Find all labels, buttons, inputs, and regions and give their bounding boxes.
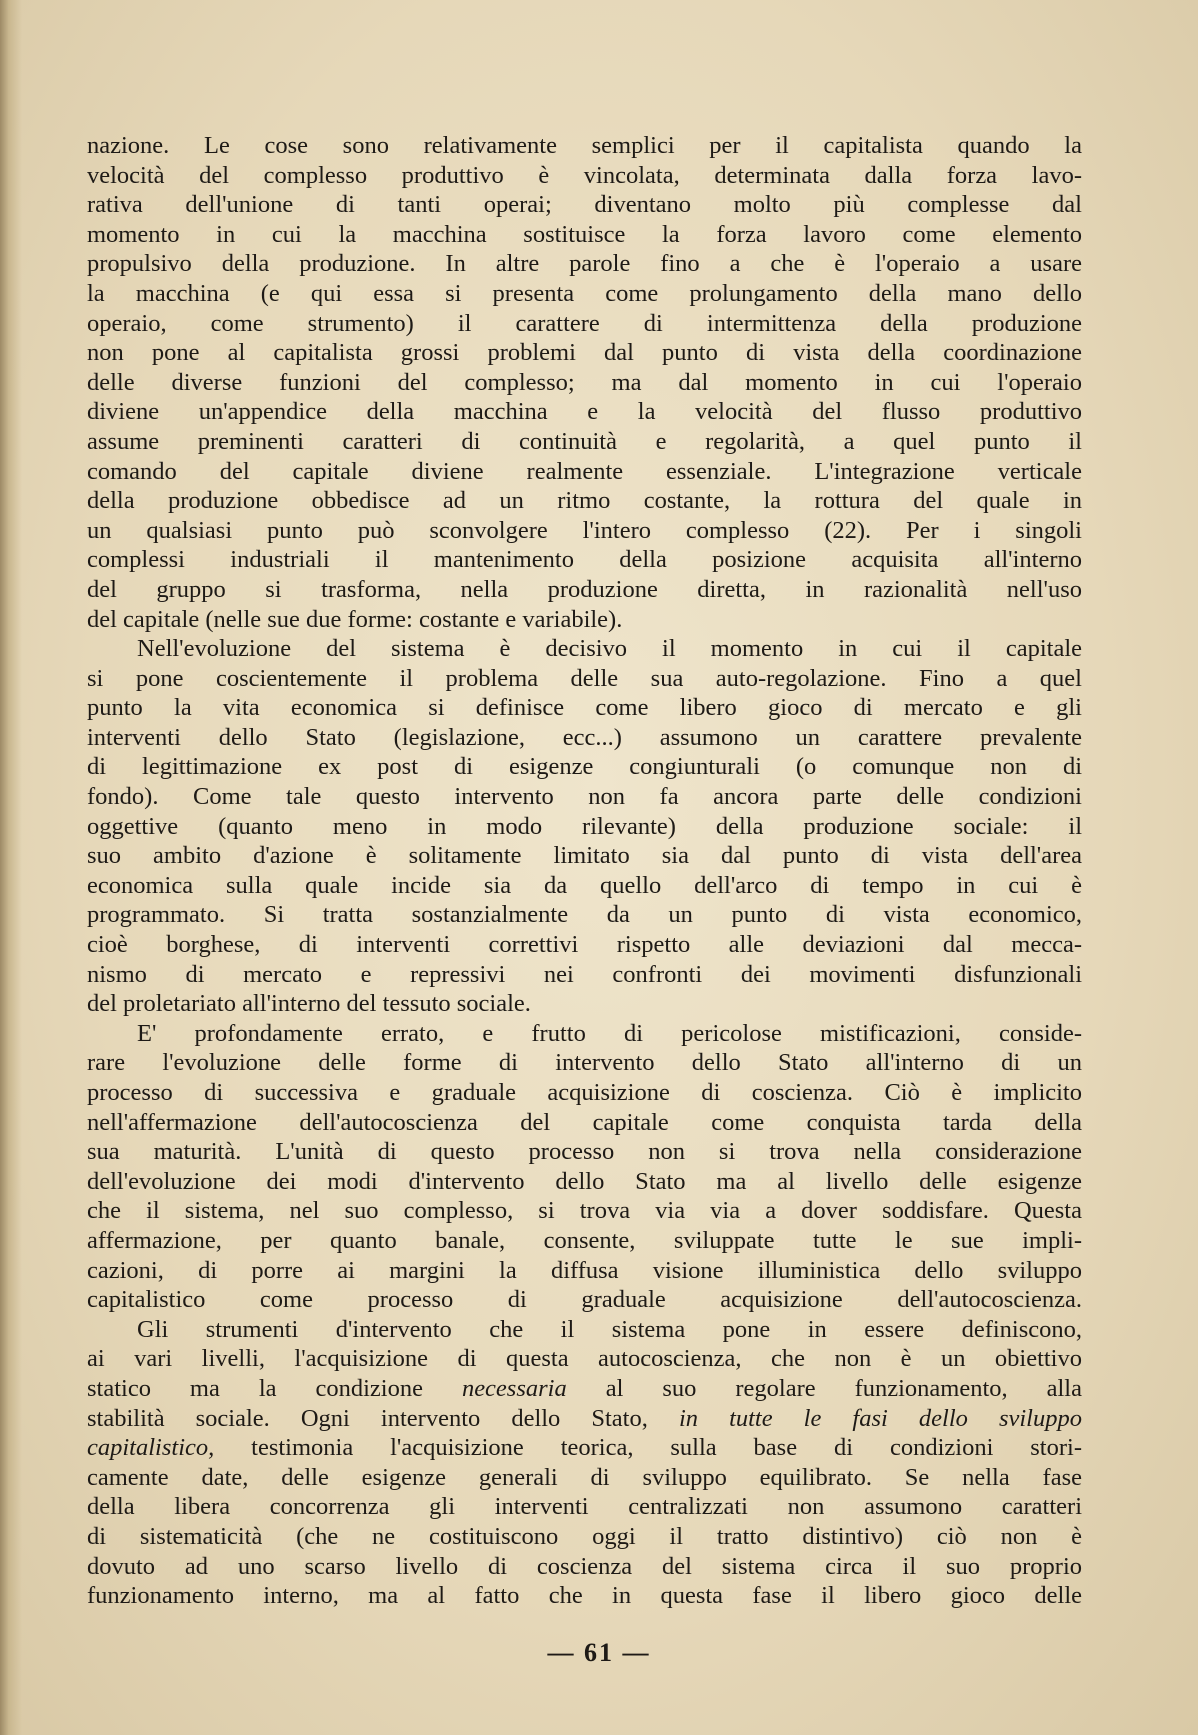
body-text (87, 131, 1082, 1611)
text-line: sua maturità. L'unità di questo processo non si trova nella considerazione (87, 1138, 1082, 1166)
text-line: assume preminenti caratteri di continuità e regolarità, a quel punto il (87, 427, 1082, 455)
text-line: velocità del complesso produttivo è vincolata, determinata dalla forza lavo- (87, 161, 1082, 189)
text-line: complessi industriali il mantenimento della posizione acquisita all'interno (87, 546, 1082, 574)
text-line: di legittimazione ex post di esigenze congiunturali (o comunque non di (87, 753, 1082, 781)
text-line: del proletariato all'interno del tessuto sociale. (87, 990, 531, 1018)
text-line: capitalistico come processo di graduale acquisizione dell'autocoscienza. (87, 1286, 1082, 1314)
text-line: processo di successiva e graduale acquisizione di coscienza. Ciò è implicito (87, 1079, 1082, 1106)
text-line: cazioni, di porre ai margini la diffusa visione illuministica dello sviluppo (87, 1256, 1082, 1284)
text-line: oggettive (quanto meno in modo rilevante) della produzione sociale: il (87, 812, 1082, 840)
text-line: del capitale (nelle sue due forme: costante e variabile). (87, 605, 623, 633)
text-line: interventi dello Stato (legislazione, ecc...) assumono un carattere prevalente (87, 723, 1082, 751)
text-line: delle diverse funzioni del complesso; ma dal momento in cui l'operaio (87, 368, 1082, 396)
text-line: nazione. Le cose sono relativamente semplici per il capitalista quando la (87, 132, 1082, 159)
text-line: propulsivo della produzione. In altre parole fino a che è l'operaio a usare (87, 250, 1082, 278)
text-line: che il sistema, nel suo complesso, si trova via via a dover soddisfare. Questa (87, 1197, 1082, 1225)
text-line: un qualsiasi punto può sconvolgere l'intero complesso (22). Per i singoli (87, 516, 1082, 544)
text-line: Gli strumenti d'intervento che il sistema pone in essere definiscono, (137, 1315, 1082, 1343)
text-line: la macchina (e qui essa si presenta come prolungamento della mano dello (87, 279, 1082, 307)
page-number: — 61 — (547, 1638, 651, 1667)
text-line: stabilità sociale. Ogni intervento dello Stato, in tutte le fasi dello sviluppo (87, 1404, 1082, 1432)
text-line: suo ambito d'azione è solitamente limitato sia dal punto di vista dell'area (87, 842, 1082, 870)
text-line: punto la vita economica si definisce come libero gioco di mercato e gli (87, 694, 1082, 722)
text-line: di sistematicità (che ne costituiscono oggi il tratto distintivo) ciò non è (87, 1522, 1082, 1550)
text-line: non pone al capitalista grossi problemi dal punto di vista della coordinazione (87, 339, 1082, 367)
text-line: ai vari livelli, l'acquisizione di questa autocoscienza, che non è un obiettivo (87, 1345, 1082, 1373)
text-line: capitalistico, testimonia l'acquisizione teorica, sulla base di condizioni stori- (87, 1434, 1082, 1462)
text-line: si pone coscientemente il problema delle sua auto-regolazione. Fino a quel (87, 664, 1082, 692)
text-line: E' profondamente errato, e frutto di pericolose mistificazioni, conside- (137, 1019, 1082, 1047)
text-line: dovuto ad uno scarso livello di coscienza del sistema circa il suo proprio (87, 1552, 1082, 1580)
text-line: funzionamento interno, ma al fatto che in questa fase il libero gioco delle (87, 1582, 1082, 1610)
text-line: programmato. Si tratta sostanzialmente da un punto di vista economico, (87, 901, 1082, 929)
text-line: del gruppo si trasforma, nella produzione diretta, in razionalità nell'uso (87, 575, 1082, 603)
text-line: Nell'evoluzione del sistema è decisivo il momento in cui il capitale (137, 635, 1082, 663)
text-line: statico ma la condizione necessaria al suo regolare funzionamento, alla (87, 1374, 1082, 1402)
text-line: dell'evoluzione dei modi d'intervento dello Stato ma al livello delle esigenze (87, 1167, 1082, 1195)
text-line: rare l'evoluzione delle forme di intervento dello Stato all'interno di un (87, 1049, 1082, 1077)
text-line: nismo di mercato e repressivi nei confronti dei movimenti disfunzionali (87, 960, 1082, 988)
text-line: della produzione obbedisce ad un ritmo costante, la rottura del quale in (87, 487, 1082, 515)
text-line: cioè borghese, di interventi correttivi rispetto alle deviazioni dal mecca- (87, 931, 1082, 959)
text-line: fondo). Come tale questo intervento non fa ancora parte delle condizioni (87, 783, 1082, 811)
text-line: diviene un'appendice della macchina e la velocità del flusso produttivo (87, 398, 1082, 426)
text-line: comando del capitale diviene realmente essenziale. L'integrazione verticale (87, 457, 1082, 485)
text-line: rativa dell'unione di tanti operai; diventano molto più complesse dal (87, 191, 1082, 219)
text-line: camente date, delle esigenze generali di sviluppo equilibrato. Se nella fase (87, 1463, 1082, 1491)
text-line: della libera concorrenza gli interventi centralizzati non assumono caratteri (87, 1493, 1082, 1521)
text-line: nell'affermazione dell'autocoscienza del capitale come conquista tarda della (87, 1108, 1082, 1136)
text-line: momento in cui la macchina sostituisce la forza lavoro come elemento (87, 220, 1082, 248)
page-edge-shadow (0, 0, 22, 1735)
text-line: operaio, come strumento) il carattere di intermittenza della produzione (87, 309, 1082, 337)
text-line: economica sulla quale incide sia da quello dell'arco di tempo in cui è (87, 871, 1082, 899)
text-line: affermazione, per quanto banale, consente, sviluppate tutte le sue impli- (87, 1226, 1082, 1254)
